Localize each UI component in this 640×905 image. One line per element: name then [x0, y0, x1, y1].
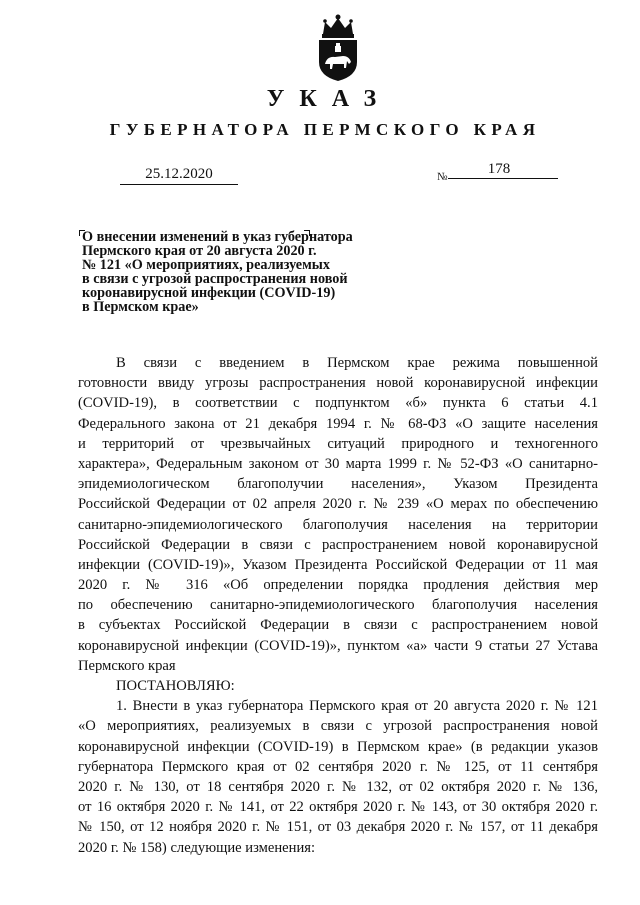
preamble-line: готовности ввиду угрозы распространения новой коронавирусной инфекции — [78, 375, 598, 392]
issuing-authority: ГУБЕРНАТОРА ПЕРМСКОГО КРАЯ — [109, 120, 541, 139]
preamble-line: эпидемиологическом благополучии населения», Указом Президента — [78, 476, 598, 493]
heading-line: в связи с угрозой распространения новой — [82, 271, 348, 287]
heading-line: в Пермском крае» — [82, 299, 199, 315]
preamble-line: Российской Федерации в связи с распространением новой коронавирусной — [78, 536, 598, 553]
document-date: 25.12.2020 — [120, 165, 238, 185]
item1-line: 1. Внести в указ губернатора Пермского края от 20 августа 2020 г. № 121 — [116, 698, 598, 715]
preamble-line: инфекции (COVID-19)», Указом Президента Российской Федерации от 11 мая — [78, 556, 598, 573]
number-sign: № — [437, 171, 448, 183]
document-type-title: УКАЗ — [266, 86, 392, 112]
preamble-line: по обеспечению санитарно-эпидемиологического благополучия населения — [78, 597, 598, 614]
item1-line: 2020 г. № 130, от 18 сентября 2020 г. № 132, от 02 октября 2020 г. № 136, — [78, 778, 598, 795]
preamble-line: 2020 г. № 316 «Об определении порядка продления действия мер — [78, 577, 598, 594]
preamble-line: Пермского края — [78, 657, 176, 674]
preamble-line: Федерального закона от 21 декабря 1994 г. № 68-ФЗ «О защите населения — [78, 415, 598, 432]
preamble-line: в субъектах Российской Федерации в связи с распространением новой — [78, 617, 598, 634]
preamble-line: санитарно-эпидемиологического благополучия населения на территории — [78, 516, 598, 533]
perm-krai-coat-of-arms-icon — [313, 12, 363, 82]
preamble-line: и территорий от чрезвычайных ситуаций природного и техногенного — [78, 435, 598, 452]
preamble-line: В связи с введением в Пермском крае режима повышенной — [116, 355, 598, 371]
document-number: 178 — [448, 160, 558, 179]
item1-line: «О мероприятиях, реализуемых в связи с угрозой распространения новой — [78, 718, 598, 735]
item1-line: коронавирусной инфекции (COVID-19) в Пермском крае» (в редакции указов — [78, 738, 598, 755]
item1-line: от 16 октября 2020 г. № 141, от 22 октября 2020 г. № 143, от 30 октября 2020 г. — [78, 799, 598, 816]
heading-line: коронавирусной инфекции (COVID-19) — [82, 285, 336, 301]
preamble-line: (COVID-19), в соответствии с подпунктом «б» пункта 6 статьи 4.1 — [78, 395, 598, 412]
preamble-line: Российской Федерации от 02 апреля 2020 г. № 239 «О мерах по обеспечению — [78, 496, 598, 513]
document-body — [78, 353, 598, 858]
preamble-line: коронавирусной инфекции (COVID-19)», пунктом «а» части 9 статьи 27 Устава — [78, 637, 598, 654]
preamble-line: характера», Федеральным законом от 30 марта 1999 г. № 52-ФЗ «О санитарно- — [78, 455, 598, 472]
heading-line: Пермского края от 20 августа 2020 г. — [82, 243, 317, 259]
heading-line: № 121 «О мероприятиях, реализуемых — [82, 257, 330, 273]
item1-line: губернатора Пермского края от 02 сентября 2020 г. № 125, от 11 сентября — [78, 758, 598, 775]
item1-line: 2020 г. № 158) следующие изменения: — [78, 839, 316, 856]
item1-line: № 150, от 12 ноября 2020 г. № 151, от 03 декабря 2020 г. № 157, от 11 декабря — [78, 819, 598, 836]
document-heading — [82, 230, 382, 314]
heading-line: О внесении изменений в указ губернатора — [82, 229, 353, 245]
decree-word: ПОСТАНОВЛЯЮ: — [116, 678, 235, 694]
